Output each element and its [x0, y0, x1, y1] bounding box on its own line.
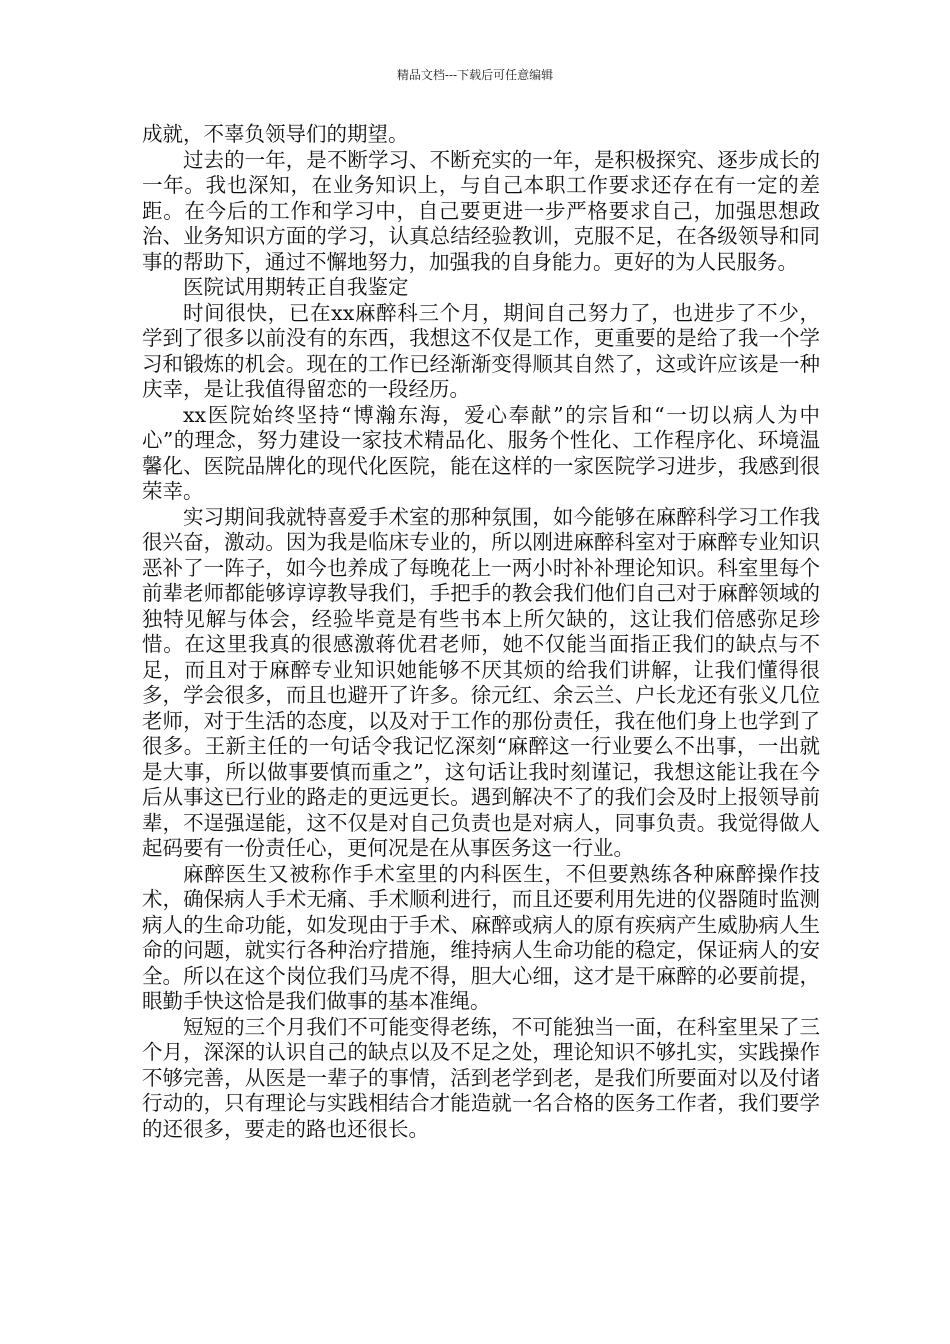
- paragraph: 实习期间我就特喜爱手术室的那种氛围，如今能够在麻醉科学习工作我很兴奋，激动。因为我是临床专业的，所以刚进麻醉科室对于麻醉专业知识恶补了一阵子，如今也养成了每晚花上一两小时补补理论知识。科室里每个前辈老师都能够谆谆教导我们，手把手的教会我们他们自己对于麻醉领域的独特见解与体会，经验毕竟是有些书本上所欠缺的，这让我们倍感弥足珍惜。在这里我真的很感激蒋优君老师，她不仅能当面指正我们的缺点与不足，而且对于麻醉专业知识她能够不厌其烦的给我们讲解，让我们懂得很多，学会很多，而且也避开了许多。徐元红、余云兰、户长龙还有张义几位老师，对于生活的态度，以及对于工作的那份责任，我在他们身上也学到了很多。王新主任的一句话令我记忆深刻“麻醉这一行业要么不出事，一出就是大事，所以做事要慎而重之”，这句话让我时刻谨记，我想这能让我在今后从事这已行业的路走的更远更长。遇到解决不了的我们会及时上报领导前辈，不逞强逞能，这不仅是对自己负责也是对病人，同事负责。我觉得做人起码要有一份责任心，更何况是在从事医务这一行业。: [142, 504, 820, 860]
- paragraph: 成就，不辜负领导们的期望。: [142, 122, 409, 146]
- paragraph: 短短的三个月我们不可能变得老练，不可能独当一面，在科室里呆了三个月，深深的认识自己的缺点以及不足之处，理论知识不够扎实，实践操作不够完善，从医是一辈子的事情，活到老学到老，是我们所要面对以及付诸行动的，只有理论与实践相结合才能造就一名合格的医务工作者，我们要学的还很多，要走的路也还很长。: [142, 1014, 820, 1141]
- document-body: [142, 122, 820, 1142]
- paragraph: 麻醉医生又被称作手术室里的内科医生，不但要熟练各种麻醉操作技术，确保病人手术无痛、手术顺利进行，而且还要利用先进的仪器随时监测病人的生命功能，如发现由于手术、麻醉或病人的原有疾病产生威胁病人生命的问题，就实行各种治疗措施，维持病人生命功能的稳定，保证病人的安全。所以在这个岗位我们马虎不得，胆大心细，这才是干麻醉的必要前提，眼勤手快这恰是我们做事的基本准绳。: [142, 861, 820, 1013]
- paragraph: 时间很快，已在xx麻醉科三个月，期间自己努力了，也进步了不少，学到了很多以前没有的东西，我想这不仅是工作，更重要的是给了我一个学习和锻炼的机会。现在的工作已经渐渐变得顺其自然了，这或许应该是一种庆幸，是让我值得留恋的一段经历。: [142, 300, 820, 401]
- section-title: 医院试用期转正自我鉴定: [183, 275, 409, 299]
- paragraph: xx医院始终坚持“博瀚东海，爱心奉献”的宗旨和“一切以病人为中心”的理念，努力建设一家技术精品化、服务个性化、工作程序化、环境温馨化、医院品牌化的现代化医院，能在这样的一家医院学习进步，我感到很荣幸。: [142, 402, 820, 503]
- paragraph: 过去的一年，是不断学习、不断充实的一年，是积极探究、逐步成长的一年。我也深知，在业务知识上，与自己本职工作要求还存在有一定的差距。在今后的工作和学习中，自己要更进一步严格要求自己，加强思想政治、业务知识方面的学习，认真总结经验教训，克服不足，在各级领导和同事的帮助下，通过不懈地努力，加强我的自身能力。更好的为人民服务。: [142, 147, 820, 274]
- page-header: 精品文档---下载后可任意编辑: [396, 68, 554, 82]
